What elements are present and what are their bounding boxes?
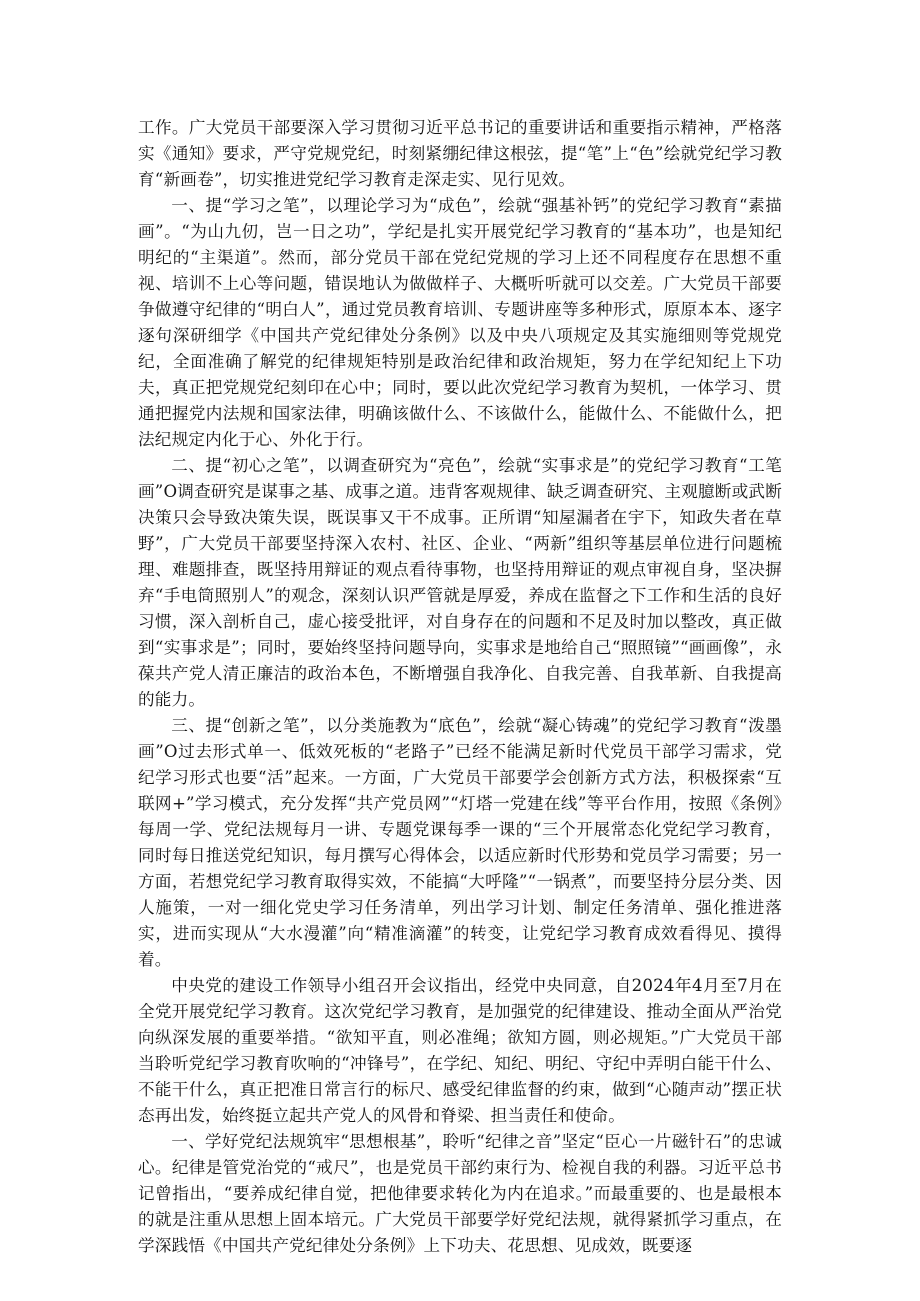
paragraph-meeting-intro: 中央党的建设工作领导小组召开会议指出，经党中央同意，自2024年4月至7月在全党开展党纪学习教育。这次党纪学习教育，是加强党的纪律建设、推动全面从严治党向纵深发展的重要举措。“欲知平直，则必准绳；欲知方圆，则必规矩。”广大党员干部当聆听党纪学习教育吹响的“冲锋号”，在学纪、知纪、明纪、守纪中弄明白能干什么、不能干什么，真正把准日常言行的标尺、感受纪律监督的约束，做到“心随声动”摆正状态再出发，始终挺立起共产党人的风骨和脊梁、担当责任和使命。 xyxy=(138,976,782,1125)
paragraph-innovation-pen: 三、提“创新之笔”，以分类施教为“底色”，绘就“凝心铸魂”的党纪学习教育“泼墨画”O过去形式单一、低效死板的“老路子”已经不能满足新时代党员干部学习需求，党纪学习形式也要“活”起来。一方面，广大党员干部要学会创新方式方法，积极探索“互联网+”学习模式，充分发挥“共产党员网”“灯塔一党建在线”等平台作用，按照《条例》每周一学、党纪法规每月一讲、专题党课每季一课的“三个开展常态化党纪学习教育，同时每日推送党纪知识，每月撰写心得体会，以适应新时代形势和党员学习需要；另一方面，若想党纪学习教育取得实效，不能搞“大呼隆”“一锅煮”，而要坚持分层分类、因人施策，一对一细化党史学习任务清单，列出学习计划、制定任务清单、强化推进落实，进而实现从“大水漫灌”向“精准滴灌”的转变，让党纪学习教育成效看得见、摸得着。 xyxy=(138,716,782,969)
paragraph-continuation: 工作。广大党员干部要深入学习贯彻习近平总书记的重要讲话和重要指示精神，严格落实《通知》要求，严守党规党纪，时刻紧绷纪律这根弦，提“笔”上“色”绘就党纪学习教育“新画卷”，切实推进党纪学习教育走深走实、见行见效。 xyxy=(138,118,782,189)
paragraph-original-aspiration-pen: 二、提“初心之笔”，以调查研究为“亮色”，绘就“实事求是”的党纪学习教育“工笔画”O调查研究是谋事之基、成事之道。违背客观规律、缺乏调查研究、主观臆断或武断决策只会导致决策失误，既误事又干不成事。正所谓“知屋漏者在宇下，知政失者在草野”，广大党员干部要坚持深入农村、社区、企业、“两新”组织等基层单位进行问题梳理、难题排查，既坚持用辩证的观点看待事物，也坚持用辩证的观点审视自身，坚决摒弃“手电筒照别人”的观念，深刻认识严管就是厚爱，养成在监督之下工作和生活的良好习惯，深入剖析自己，虚心接受批评，对自身存在的问题和不足及时加以整改，真正做到“实事求是”；同时，要始终坚持问题导向，实事求是地给自己“照照镜”“画画像”，永葆共产党人清正廉洁的政治本色，不断增强自我净化、自我完善、自我革新、自我提高的能力。 xyxy=(138,456,782,709)
document-body xyxy=(138,115,782,1259)
paragraph-discipline-foundation: 一、学好党纪法规筑牢“思想根基”，聆听“纪律之音”坚定“臣心一片磁针石”的忠诚心。纪律是管党治党的“戒尺”，也是党员干部约束行为、检视自我的利器。习近平总书记曾指出，“要养成纪律自觉，把他律要求转化为内在追求。”而最重要的、也是最根本的就是注重从思想上固本培元。广大党员干部要学好党纪法规，就得紧抓学习重点，在学深践悟《中国共产党纪律处分条例》上下功夫、花思想、见成效，既要逐 xyxy=(138,1132,782,1255)
paragraph-study-pen: 一、提“学习之笔”，以理论学习为“成色”，绘就“强基补钙”的党纪学习教育“素描画”。“为山九仞，岂一日之功”，学纪是扎实开展党纪学习教育的“基本功”，也是知纪明纪的“主渠道”。然而，部分党员干部在党纪党规的学习上还不同程度存在思想不重视、培训不上心等问题，错误地认为做做样子、大概听听就可以交差。广大党员干部要争做遵守纪律的“明白人”，通过党员教育培训、专题讲座等多种形式，原原本本、逐字逐句深研细学《中国共产党纪律处分条例》以及中央八项规定及其实施细则等党规党纪，全面准确了解党的纪律规矩特别是政治纪律和政治规矩，努力在学纪知纪上下功夫，真正把党规党纪刻印在心中；同时，要以此次党纪学习教育为契机，一体学习、贯通把握党内法规和国家法律，明确该做什么、不该做什么，能做什么、不能做什么，把法纪规定内化于心、外化于行。 xyxy=(138,196,782,449)
